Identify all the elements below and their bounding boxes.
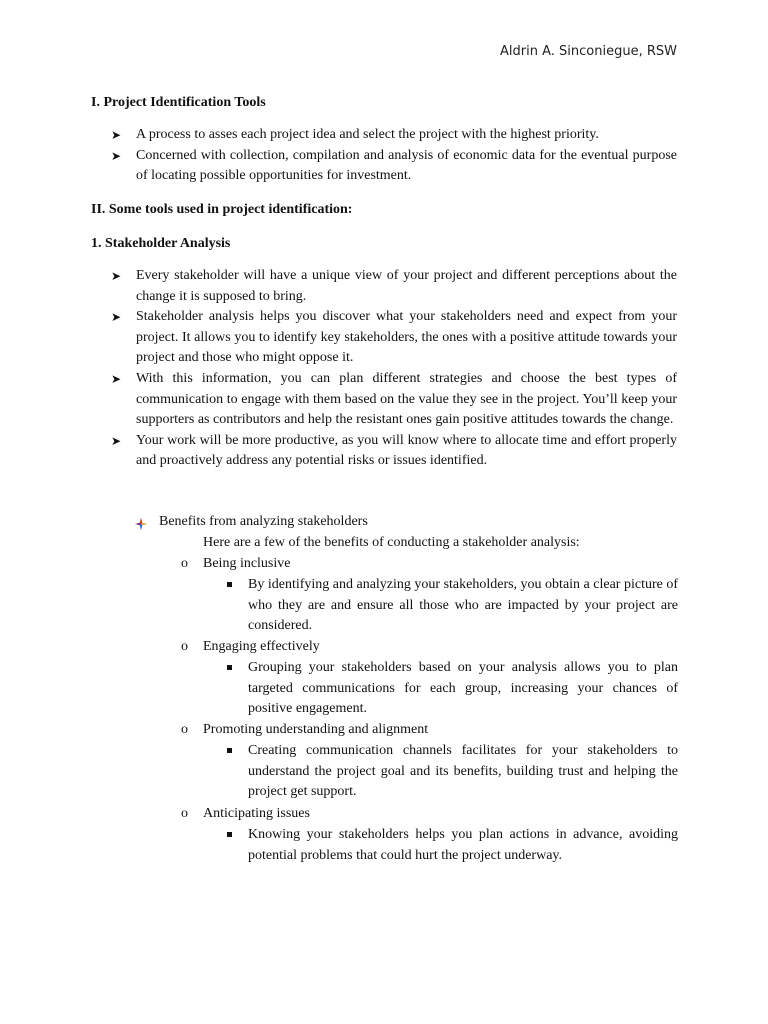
arrow-bullet-icon: ➤ [111,269,122,283]
benefit-item [181,720,429,741]
section-1-bullet-list [91,125,677,187]
benefits-intro: Here are a few of the benefits of conducting a stakeholder analysis: [203,535,580,550]
list-item [91,307,677,369]
benefit-item [181,554,291,575]
benefit-detail-text: By identifying and analyzing your stakeholders, you obtain a clear picture of who they are and ensure all those who are impacted by your project are considered. [248,577,678,634]
list-item-text: With this information, you can plan different strategies and choose the best types of communication to engage with them based on the value they see in the project. You’ll keep your supporters as contributors and help the resistant ones gain positive attitudes towards the change. [136,370,677,428]
benefit-detail-text: Grouping your stakeholders based on your analysis allows you to plan targeted communications for each group, increasing your chances of positive engagement. [248,660,678,717]
circle-bullet-icon: o [181,556,188,571]
list-item [91,146,677,187]
list-item [91,369,677,431]
benefit-item-label: Promoting understanding and alignment [203,722,429,737]
stakeholder-analysis-title: 1. Stakeholder Analysis [91,236,231,251]
benefits-heading-label: Benefits from analyzing stakeholders [159,514,368,529]
benefit-item-label: Anticipating issues [203,806,310,821]
list-item-text: Your work will be more productive, as you will know where to allocate time and effort properly and proactively address any potential risks or issues identified. [136,432,677,469]
circle-bullet-icon: o [181,806,188,821]
list-item [91,125,677,146]
header-author: Aldrin A. Sinconiegue, RSW [500,44,677,59]
benefit-detail [226,658,678,720]
list-item-text: Stakeholder analysis helps you discover what your stakeholders need and expect from your project. It allows you to identify key stakeholders, the ones with a positive attitude towards your project and those who might oppose it. [136,309,677,366]
list-item-text: A process to asses each project idea and select the project with the highest priority. [136,127,599,142]
section-1-title: I. Project Identification Tools [91,95,266,110]
benefit-item [181,637,320,658]
arrow-bullet-icon: ➤ [111,310,122,325]
arrow-bullet-icon: ➤ [111,371,122,386]
stakeholder-bullet-list [91,266,677,472]
benefit-item-label: Being inclusive [203,556,291,571]
benefit-item [181,804,310,825]
section-2-title: II. Some tools used in project identification: [91,202,353,217]
benefit-detail [226,575,678,637]
square-bullet-icon [227,748,232,753]
list-item-text: Concerned with collection, compilation and analysis of economic data for the eventual purpose of locating possible opportunities for investment. [136,147,677,184]
benefit-detail [226,825,678,866]
square-bullet-icon [227,665,232,670]
square-bullet-icon [227,832,232,837]
benefit-item-label: Engaging effectively [203,639,320,654]
arrow-bullet-icon: ➤ [111,433,122,448]
benefit-detail-text: Knowing your stakeholders helps you plan actions in advance, avoiding potential problems that could hurt the project underway. [248,827,678,863]
list-item [91,431,677,472]
arrow-bullet-icon: ➤ [111,148,122,163]
benefit-detail [226,741,678,803]
circle-bullet-icon: o [181,722,188,737]
list-item-text: Every stakeholder will have a unique view of your project and different perceptions about the change it is supposed to bring. [136,268,677,304]
square-bullet-icon [227,582,232,587]
diamond-bullet-icon [135,518,147,530]
arrow-bullet-icon: ➤ [111,128,122,142]
circle-bullet-icon: o [181,639,188,654]
benefit-detail-text: Creating communication channels facilitates for your stakeholders to understand the project goal and its benefits, building trust and helping the project get support. [248,743,678,800]
list-item [91,266,677,307]
